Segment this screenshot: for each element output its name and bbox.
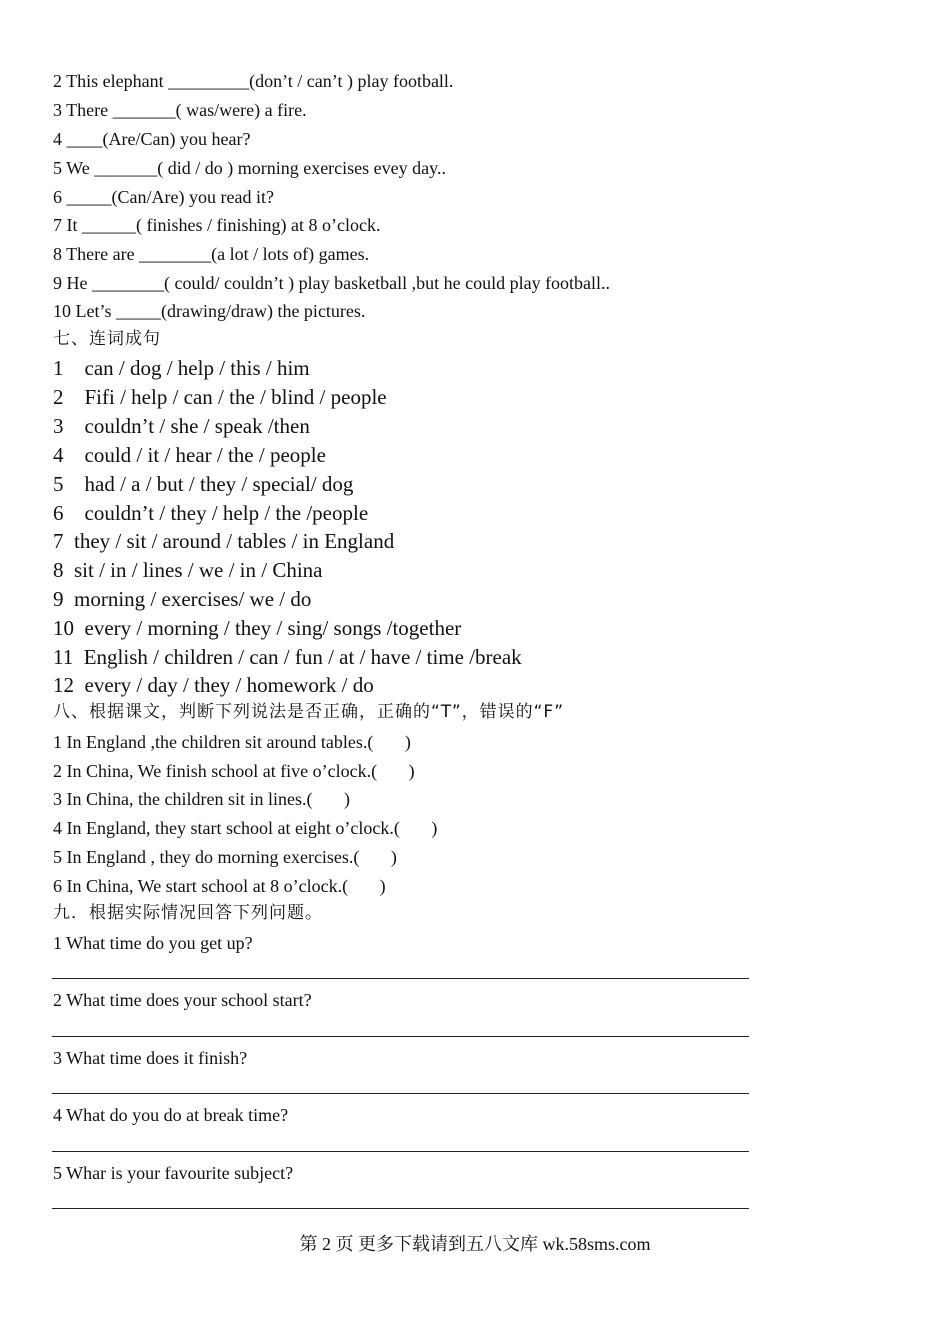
- answer-line: [52, 978, 749, 979]
- reorder-item: 12 every / day / they / homework / do: [53, 673, 374, 697]
- true-false-item: 1 In England ,the children sit around tables.( ): [53, 732, 411, 752]
- reorder-item: 10 every / morning / they / sing/ songs /together: [53, 616, 462, 640]
- answer-line: [52, 1093, 749, 1094]
- reorder-item: 5 had / a / but / they / special/ dog: [53, 472, 354, 496]
- fill-blank-item: 9 He ________( could/ couldn’t ) play basketball ,but he could play football..: [53, 273, 611, 293]
- true-false-item: 4 In England, they start school at eight o’clock.( ): [53, 818, 438, 838]
- fill-blank-item: 6 _____(Can/Are) you read it?: [53, 187, 274, 207]
- fill-blank-item: 3 There _______( was/were) a fire.: [53, 100, 307, 120]
- reorder-item: 6 couldn’t / they / help / the /people: [53, 501, 369, 525]
- reorder-item: 11 English / children / can / fun / at / have / time /break: [53, 645, 522, 669]
- question-item: 5 Whar is your favourite subject?: [53, 1163, 294, 1183]
- reorder-item: 2 Fifi / help / can / the / blind / people: [53, 385, 387, 409]
- section-heading-true-false: 八、根据课文，判断下列说法是否正确，正确的“T”，错误的“F”: [53, 702, 565, 722]
- fill-blank-item: 5 We _______( did / do ) morning exercises evey day..: [53, 158, 446, 178]
- answer-line: [52, 1151, 749, 1152]
- answer-line: [52, 1208, 749, 1209]
- reorder-item: 3 couldn’t / she / speak /then: [53, 414, 310, 438]
- true-false-item: 3 In China, the children sit in lines.( ): [53, 789, 350, 809]
- section-heading-answer: 九．根据实际情况回答下列问题。: [53, 903, 323, 923]
- true-false-item: 2 In China, We finish school at five o’clock.( ): [53, 761, 415, 781]
- fill-blank-item: 8 There are ________(a lot / lots of) games.: [53, 244, 370, 264]
- fill-blank-item: 10 Let’s _____(drawing/draw) the pictures.: [53, 301, 366, 321]
- fill-blank-item: 2 This elephant _________(don’t / can’t ) play football.: [53, 71, 454, 91]
- question-item: 4 What do you do at break time?: [53, 1105, 289, 1125]
- fill-blank-item: 4 ____(Are/Can) you hear?: [53, 129, 251, 149]
- reorder-item: 8 sit / in / lines / we / in / China: [53, 558, 323, 582]
- question-item: 3 What time does it finish?: [53, 1048, 248, 1068]
- true-false-item: 6 In China, We start school at 8 o’clock.( ): [53, 876, 386, 896]
- reorder-item: 1 can / dog / help / this / him: [53, 356, 310, 380]
- reorder-item: 4 could / it / hear / the / people: [53, 443, 326, 467]
- question-item: 2 What time does your school start?: [53, 990, 312, 1010]
- section-heading-reorder: 七、连词成句: [53, 329, 161, 349]
- page-footer: 第 2 页 更多下载请到五八文库 wk.58sms.com: [299, 1234, 651, 1254]
- answer-line: [52, 1036, 749, 1037]
- question-item: 1 What time do you get up?: [53, 933, 253, 953]
- reorder-item: 9 morning / exercises/ we / do: [53, 587, 312, 611]
- fill-blank-item: 7 It ______( finishes / finishing) at 8 o’clock.: [53, 215, 381, 235]
- true-false-item: 5 In England , they do morning exercises.( ): [53, 847, 397, 867]
- reorder-item: 7 they / sit / around / tables / in England: [53, 529, 395, 553]
